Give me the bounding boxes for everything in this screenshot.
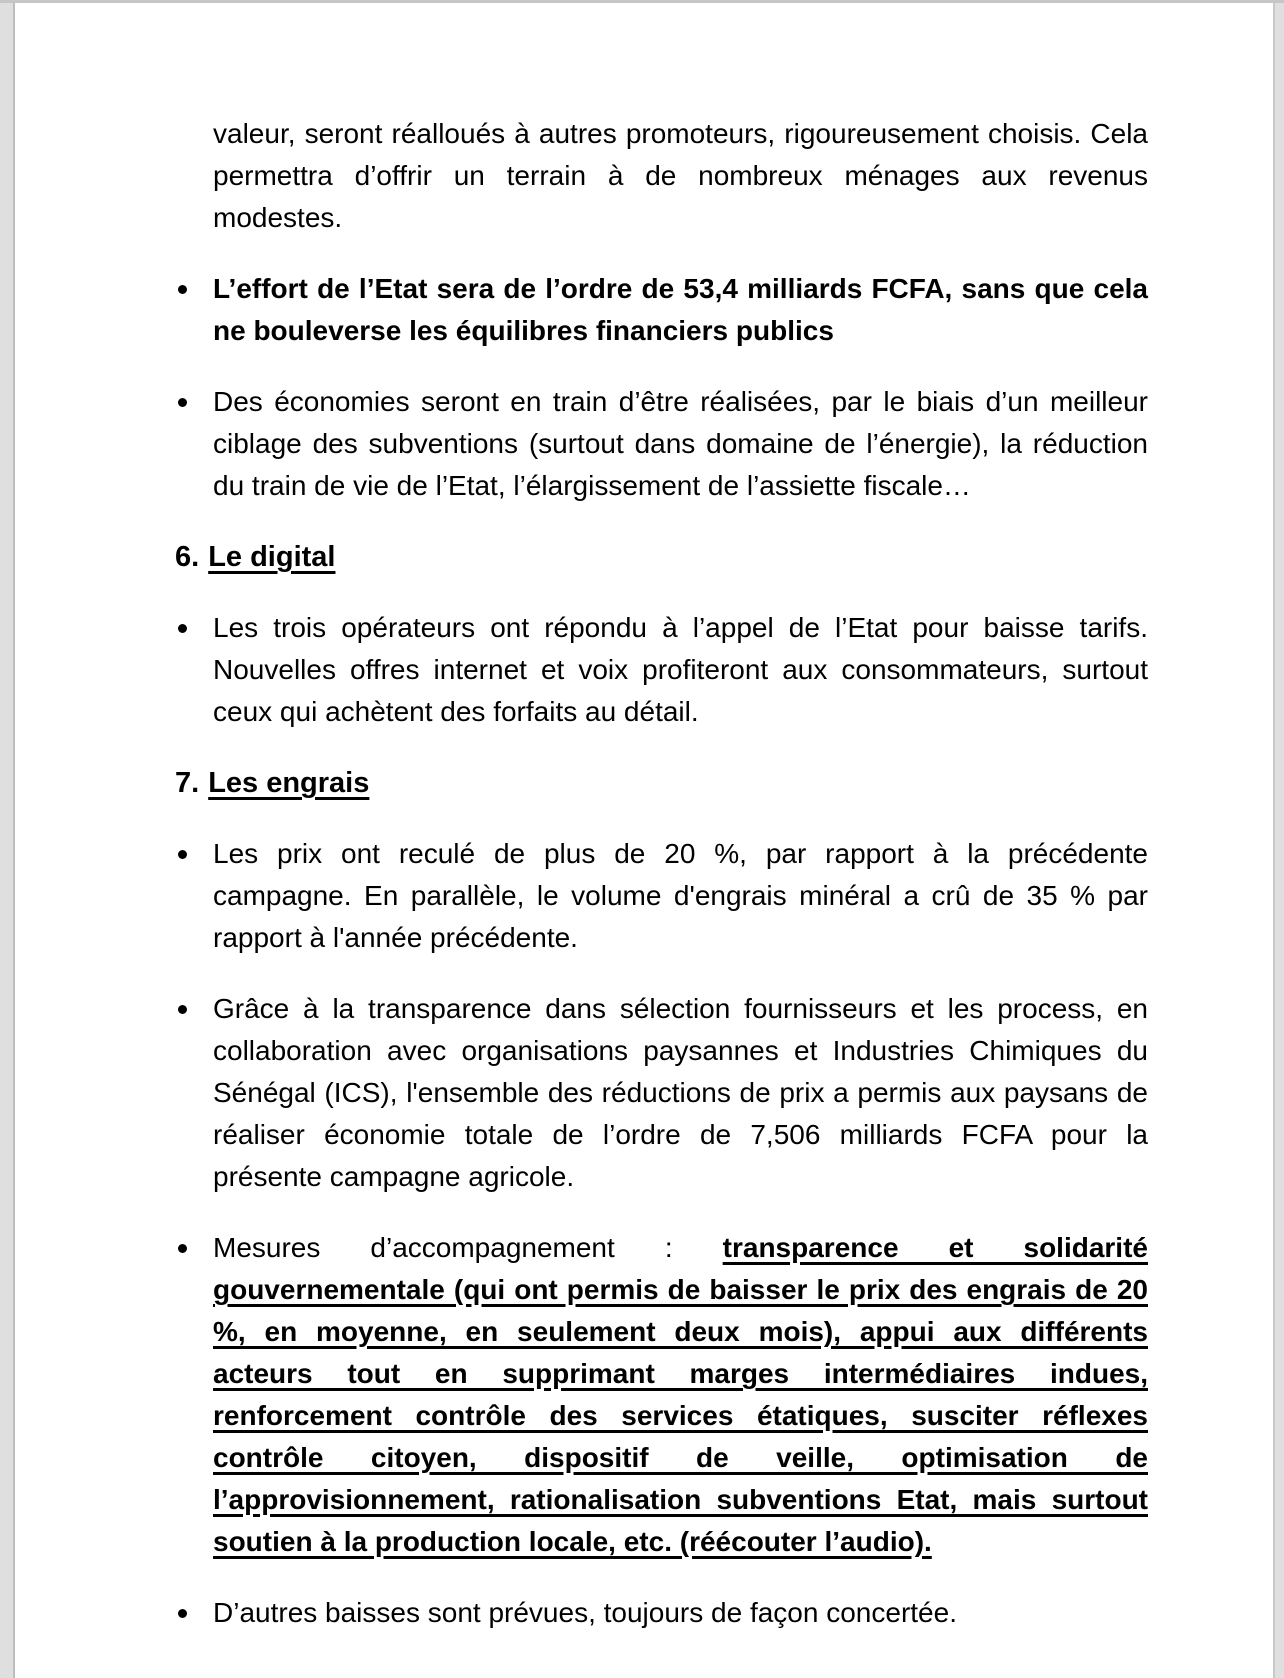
section-heading-engrais: [175, 762, 1148, 804]
list-item-economies: [213, 381, 1148, 507]
heading-label: Le digital: [208, 541, 336, 573]
list-item-autres-baisses: [213, 1592, 1148, 1634]
list-item-mesures: [213, 1227, 1148, 1563]
bullet-icon: [178, 1609, 187, 1618]
paragraph-text-emphasis: transparence et solidarité gouvernementale (qui ont permis de baisser le prix des engrais de 20 %, en moyenne, en seulement deux mois), appui aux différents acteurs tout en supprimant marges intermédiaires indues, renforcement contrôle des services étatiques, susciter réflexes contrôle citoyen, dispositif de veille, optimisation de l’approvisionnement, rationalisation subventions Etat, mais surtout soutien à la production locale, etc. (réécouter l’audio).: [213, 1232, 1148, 1557]
document-content: [175, 113, 1148, 1634]
list-item-effort-etat: [213, 268, 1148, 352]
paragraph-text: D’autres baisses sont prévues, toujours de façon concertée.: [213, 1597, 957, 1628]
page-right-margin: [1273, 0, 1284, 1678]
page-top-edge: [0, 0, 1284, 3]
list-item-prix: [213, 833, 1148, 959]
bullet-icon: [178, 285, 187, 294]
list-item-operateurs: [213, 607, 1148, 733]
paragraph-text: Grâce à la transparence dans sélection fournisseurs et les process, en collaboration avec organisations paysannes et Industries Chimiques du Sénégal (ICS), l'ensemble des réductions de prix a permis aux paysans de réaliser économie totale de l’ordre de 7,506 milliards FCFA pour la présente campagne agricole.: [213, 993, 1148, 1192]
paragraph-text: Les prix ont reculé de plus de 20 %, par rapport à la précédente campagne. En parallèle, le volume d'engrais minéral a crû de 35 % par rapport à l'année précédente.: [213, 838, 1148, 953]
bullet-icon: [178, 850, 187, 859]
heading-label: Les engrais: [208, 767, 370, 799]
list-item-transparence: [213, 988, 1148, 1198]
bullet-icon: [178, 1244, 187, 1253]
bullet-icon: [178, 398, 187, 407]
section-heading-digital: [175, 536, 1148, 578]
heading-number: 7.: [175, 767, 200, 799]
paragraph-text-prefix: Mesures d’accompagnement :: [213, 1232, 723, 1263]
page-left-margin: [0, 0, 15, 1678]
paragraph-text: valeur, seront réalloués à autres promoteurs, rigoureusement choisis. Cela permettra d’offrir un terrain à de nombreux ménages aux revenus modestes.: [213, 118, 1148, 233]
bullet-icon: [178, 624, 187, 633]
paragraph-text: Les trois opérateurs ont répondu à l’appel de l’Etat pour baisse tarifs. Nouvelles offres internet et voix profiteront aux consommateurs, surtout ceux qui achètent des forfaits au détail.: [213, 612, 1148, 727]
bullet-icon: [178, 1005, 187, 1014]
paragraph-text: L’effort de l’Etat sera de l’ordre de 53,4 milliards FCFA, sans que cela ne bouleverse les équilibres financiers publics: [213, 273, 1148, 346]
paragraph-continuation: [213, 113, 1148, 239]
heading-number: 6.: [175, 541, 200, 573]
paragraph-text: Des économies seront en train d’être réalisées, par le biais d’un meilleur ciblage des subventions (surtout dans domaine de l’énergie), la réduction du train de vie de l’Etat, l’élargissement de l’assiette fiscale…: [213, 386, 1148, 501]
